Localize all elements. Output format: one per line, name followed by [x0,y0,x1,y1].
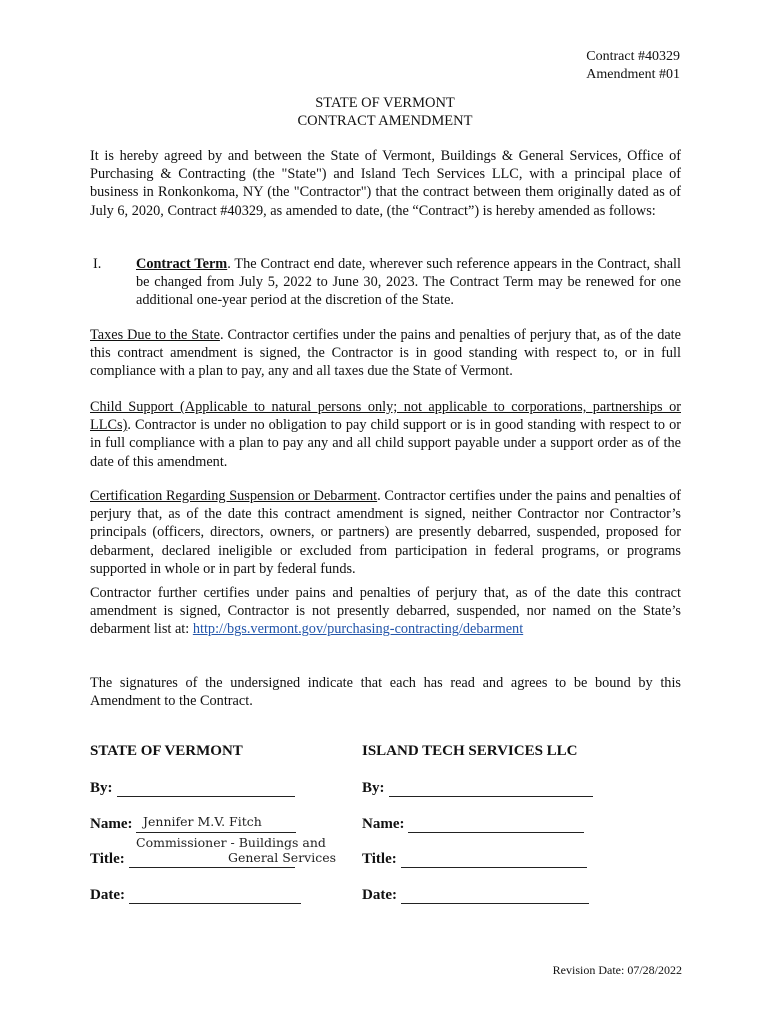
contractor-title-line[interactable] [401,853,587,868]
contractor-name-line[interactable] [408,818,584,833]
taxes-text: . Contractor certifies under the pains and penalties of perjury that, as of the date this contract amendment is signed, the Contractor is in good standing with respect to, or in full compliance with a plan to pay, any and all taxes due the State of Vermont. [90,327,681,380]
title-line-2: CONTRACT AMENDMENT [297,113,473,129]
signatures-intro: The signatures of the undersigned indicate that each has read and agrees to be bound by this Amendment to the Contract. [90,675,681,710]
contractor-name-row [362,816,584,833]
state-by-row [90,780,295,797]
taxes-clause [90,326,681,381]
contractor-name-label: Name: [362,816,405,832]
debarment-list-link[interactable]: http://bgs.vermont.gov/purchasing-contracting/debarment [192,621,524,638]
taxes-heading: Taxes Due to the State [90,327,220,343]
contractor-by-label: By: [362,780,385,796]
further-certification [90,584,681,639]
contractor-date-row [362,887,589,904]
item-number: I. [93,256,102,272]
certification-text: . Contractor certifies under the pains and penalties of perjury that, as of the date this contract amendment is signed, neither Contractor nor Contractor’s principals (officers, directors, owners, or partners) are presently debarred, suspended, proposed for debarment, declared ineligible or excluded from participation in federal programs, or programs supported in whole or in part by federal funds. [90,488,681,577]
state-by-label: By: [90,780,113,796]
state-title-label: Title: [90,851,125,867]
contractor-title-row [362,851,587,868]
revision-date: Revision Date: 07/28/2022 [552,963,682,977]
child-support-heading: Child Support (Applicable to natural persons only; not applicable to corporations, partnerships or LLCs) [90,399,681,434]
document-title [0,94,770,130]
further-text: Contractor further certifies under pains and penalties of perjury that, as of the date this contract amendment is signed, Contractor is not presently debarred, suspended, nor named on the State’s debarment list at: [90,585,681,638]
state-heading: STATE OF VERMONT [90,743,243,759]
contractor-by-signature-line[interactable] [389,782,593,797]
state-name-label: Name: [90,816,133,832]
state-name-value: Jennifer M.V. Fitch [143,814,262,829]
state-date-label: Date: [90,887,125,903]
amendment-number: Amendment #01 [586,67,680,82]
intro-paragraph: It is hereby agreed by and between the State of Vermont, Buildings & General Services, Office of Purchasing & Contracting (the "State") and Island Tech Services LLC, with a principal place of business in Ronkonkoma, NY (the "Contractor") that the contract between them originally dated as of July 6, 2020, Contract #40329, as amended to date, (the “Contract”) is hereby amended as follows: [90,148,681,219]
state-title-row [90,851,295,868]
contractor-by-row [362,780,593,797]
contract-term-heading: Contract Term [136,256,228,272]
contractor-date-line[interactable] [401,889,589,904]
state-title-value-line1: Commissioner - Buildings and [136,835,326,850]
state-date-line[interactable] [129,889,301,904]
contractor-heading: ISLAND TECH SERVICES LLC [362,743,578,759]
contractor-title-label: Title: [362,851,397,867]
contractor-date-label: Date: [362,887,397,903]
state-by-signature-line[interactable] [117,782,295,797]
certification-clause [90,487,681,578]
contract-number: Contract #40329 [586,49,680,64]
title-line-1: STATE OF VERMONT [315,95,455,111]
state-title-value-line2: General Services [228,850,337,865]
child-support-text: . Contractor is under no obligation to pay child support or is in good standing with respect to or in full compliance with a plan to pay any and all child support payable under a support order as of the date of this amendment. [90,417,681,470]
certification-heading: Certification Regarding Suspension or Debarment [90,488,378,504]
state-date-row [90,887,301,904]
child-support-clause [90,398,681,471]
contract-term-clause [136,255,681,310]
contract-term-text: . The Contract end date, wherever such reference appears in the Contract, shall be changed from July 5, 2022 to June 30, 2023. The Contract Term may be renewed for one additional one-year period at the discretion of the State. [136,256,681,309]
state-title-line[interactable] [129,853,295,868]
contract-header [586,48,680,84]
